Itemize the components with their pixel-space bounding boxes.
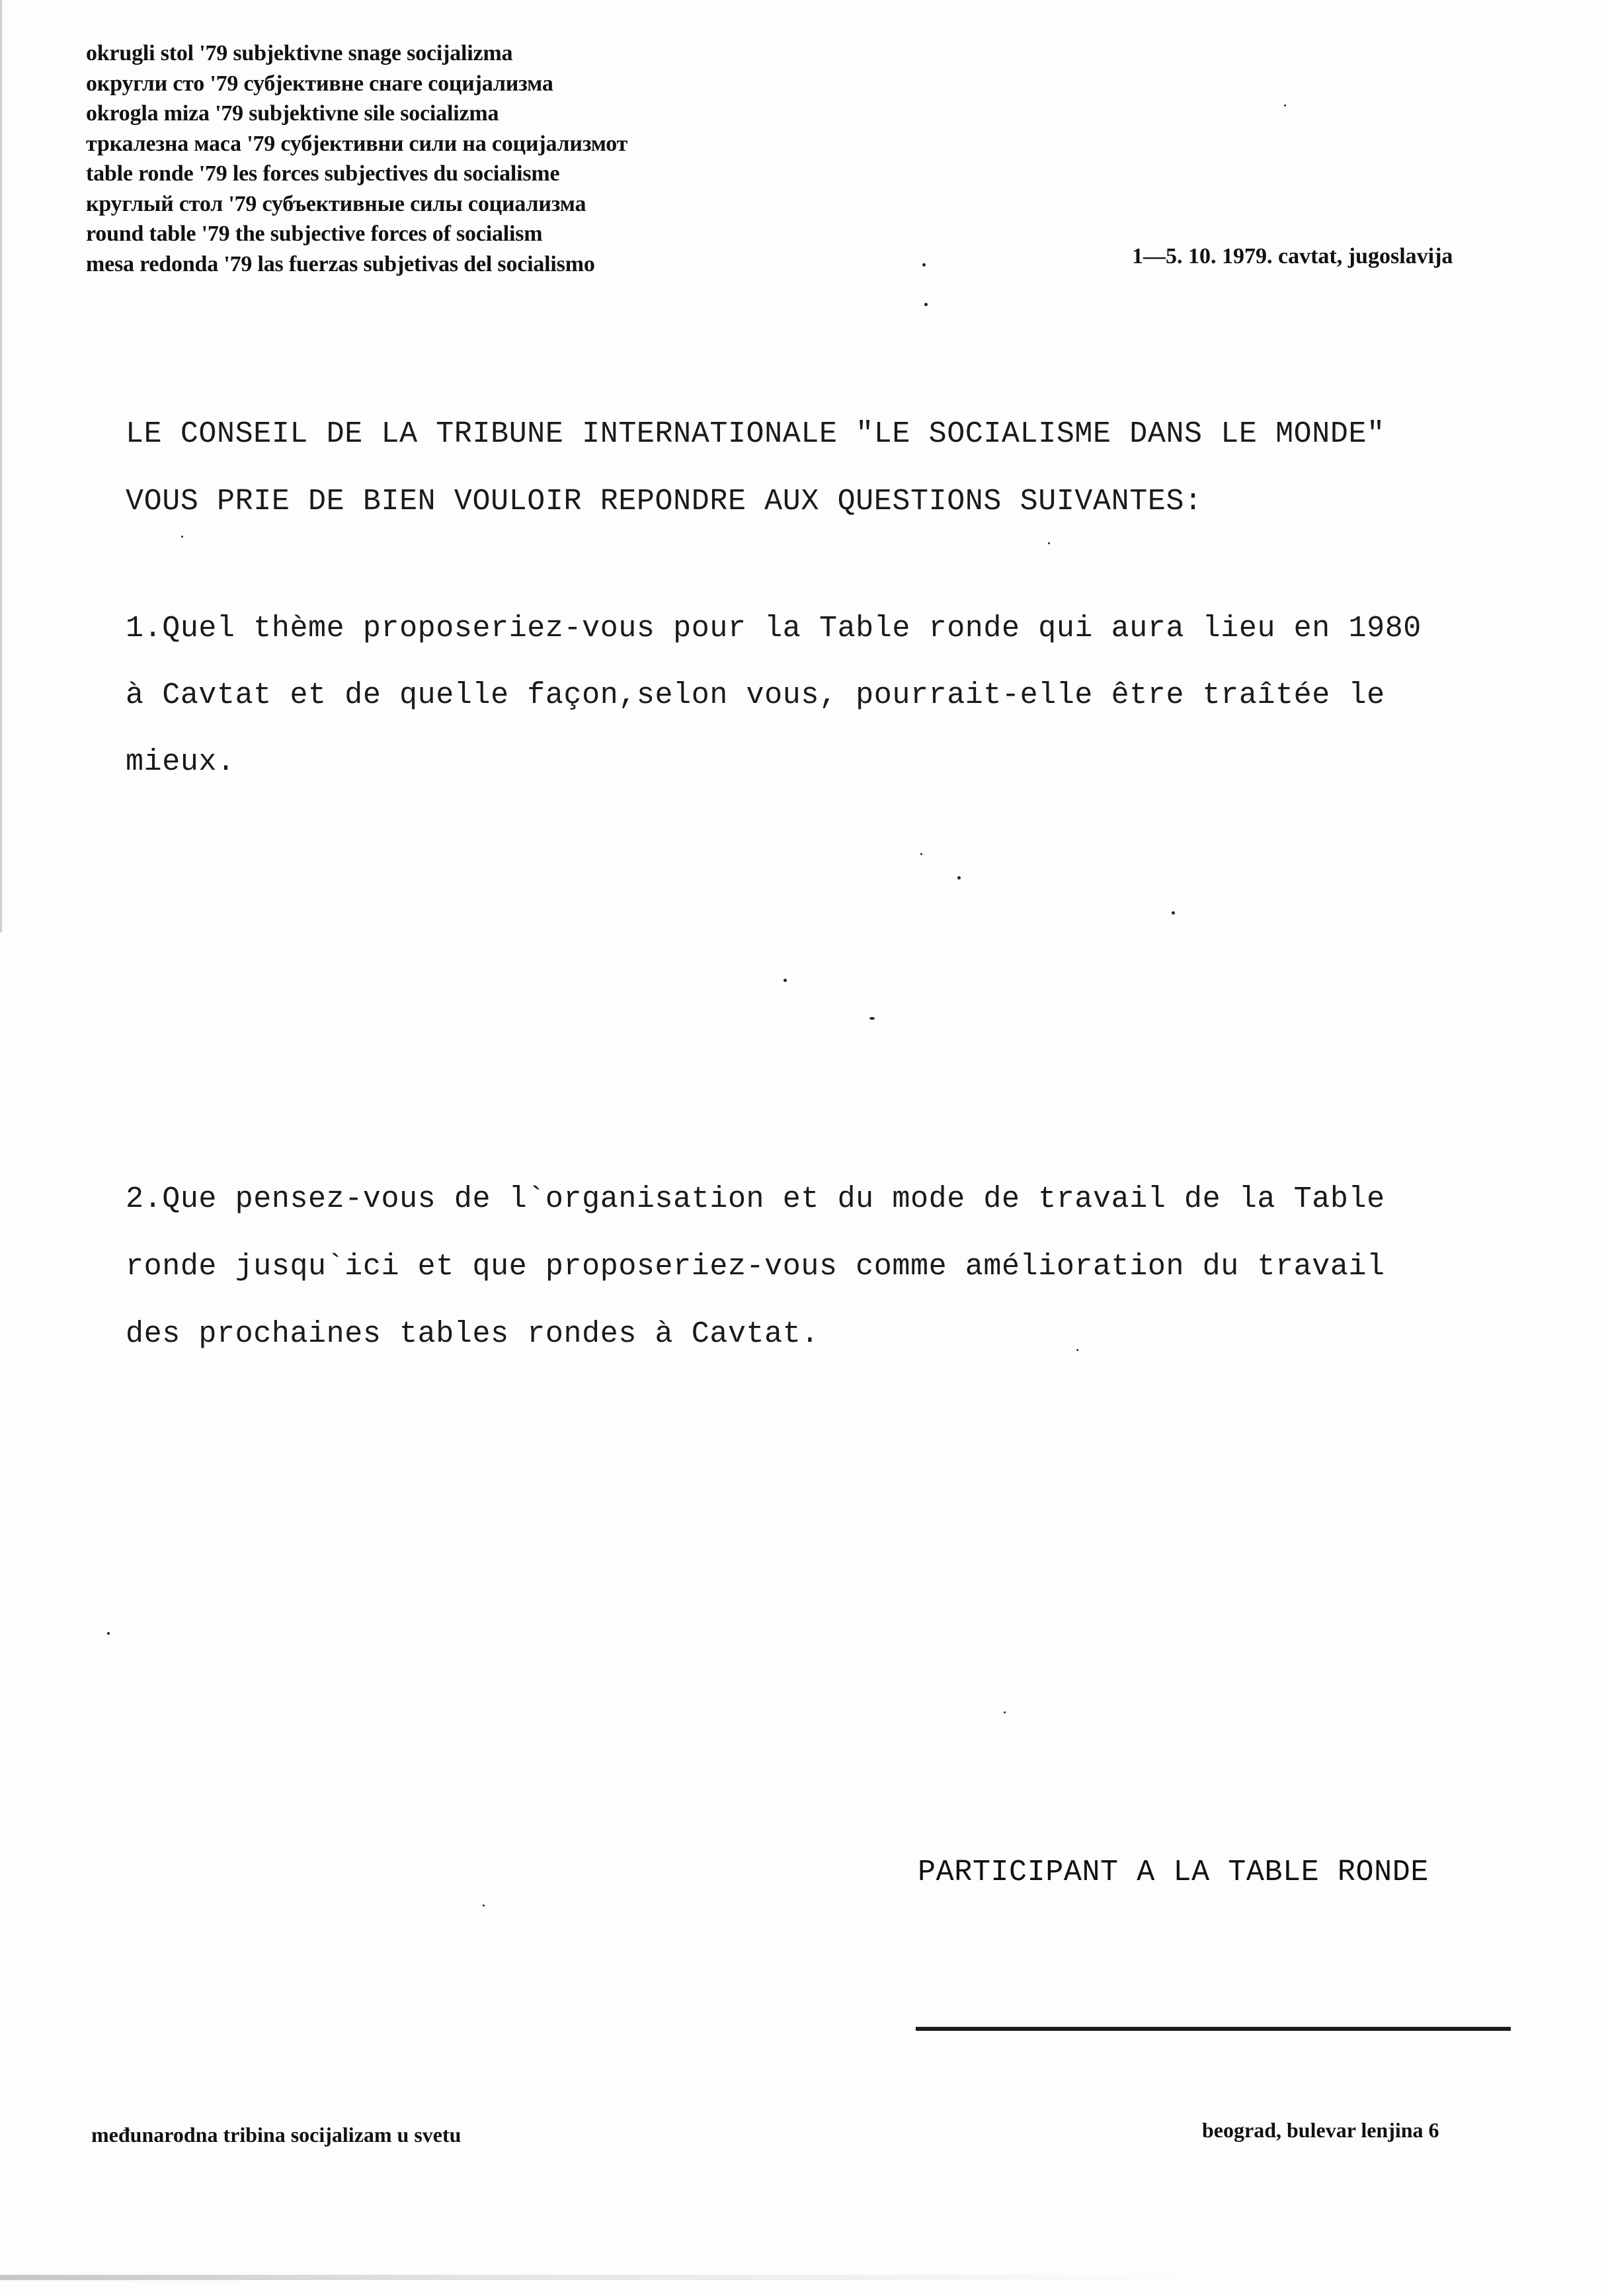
scan-margin-line xyxy=(0,0,2,932)
scan-speck xyxy=(1284,104,1286,106)
question-2-line: des prochaines tables rondes à Cavtat. xyxy=(126,1317,819,1351)
scan-speck xyxy=(1076,1349,1078,1351)
scan-bottom-edge xyxy=(0,2275,1190,2280)
scan-speck xyxy=(483,1905,485,1906)
question-1-line: mieux. xyxy=(126,745,235,779)
question-1-line: à Cavtat et de quelle façon,selon vous, pourrait-elle être traîtée le xyxy=(126,678,1385,712)
intro-line: LE CONSEIL DE LA TRIBUNE INTERNATIONALE "LE SOCIALISME DANS LE MONDE" xyxy=(126,417,1385,451)
footer-address: beograd, bulevar lenjina 6 xyxy=(1202,2118,1439,2142)
scan-speck xyxy=(1004,1711,1006,1713)
question-1-line: 1.Quel thème proposeriez-vous pour la Table ronde qui aura lieu en 1980 xyxy=(126,612,1422,645)
intro-line: VOUS PRIE DE BIEN VOULOIR REPONDRE AUX QUESTIONS SUIVANTES: xyxy=(126,485,1203,518)
letterhead-line: okrugli stol '79 subjektivne snage socijalizma xyxy=(86,41,513,65)
scan-speck xyxy=(107,1632,110,1635)
event-date-place: 1—5. 10. 1979. cavtat, jugoslavija xyxy=(1132,244,1453,268)
letterhead-line: тркалезна маса '79 субјективни сили на социјализмот xyxy=(86,131,628,156)
question-2-line: ronde jusqu`ici et que proposeriez-vous comme amélioration du travail xyxy=(126,1250,1385,1284)
letterhead-line: mesa redonda '79 las fuerzas subjetivas del socialismo xyxy=(86,251,595,276)
question-2 xyxy=(126,1166,1385,1368)
letterhead-line: okrogla miza '79 subjektivne sile socializma xyxy=(86,101,499,126)
question-1 xyxy=(126,595,1422,796)
scan-speck xyxy=(922,263,926,266)
letterhead xyxy=(86,38,945,279)
scan-speck xyxy=(1048,542,1050,544)
scan-speck xyxy=(920,853,922,855)
question-2-line: 2.Que pensez-vous de l`organisation et du mode de travail de la Table xyxy=(126,1182,1385,1216)
letterhead-line: round table '79 the subjective forces of socialism xyxy=(86,222,543,246)
intro-paragraph xyxy=(126,401,1385,536)
scan-speck xyxy=(1172,911,1175,915)
letterhead-line: table ronde '79 les forces subjectives du socialisme xyxy=(86,161,560,186)
letterhead-line: округли сто '79 субјективне снаге социјализма xyxy=(86,71,553,96)
letterhead-line: круглый стол '79 субъективные силы социализма xyxy=(86,191,586,216)
participant-label: PARTICIPANT A LA TABLE RONDE xyxy=(918,1856,1429,1889)
scan-speck xyxy=(869,1017,875,1020)
scan-speck xyxy=(181,536,183,538)
footer-organization: međunarodna tribina socijalizam u svetu xyxy=(91,2123,462,2147)
scan-speck xyxy=(957,876,961,880)
scan-speck xyxy=(784,979,787,982)
signature-line xyxy=(916,2027,1511,2031)
scan-speck xyxy=(924,303,928,306)
